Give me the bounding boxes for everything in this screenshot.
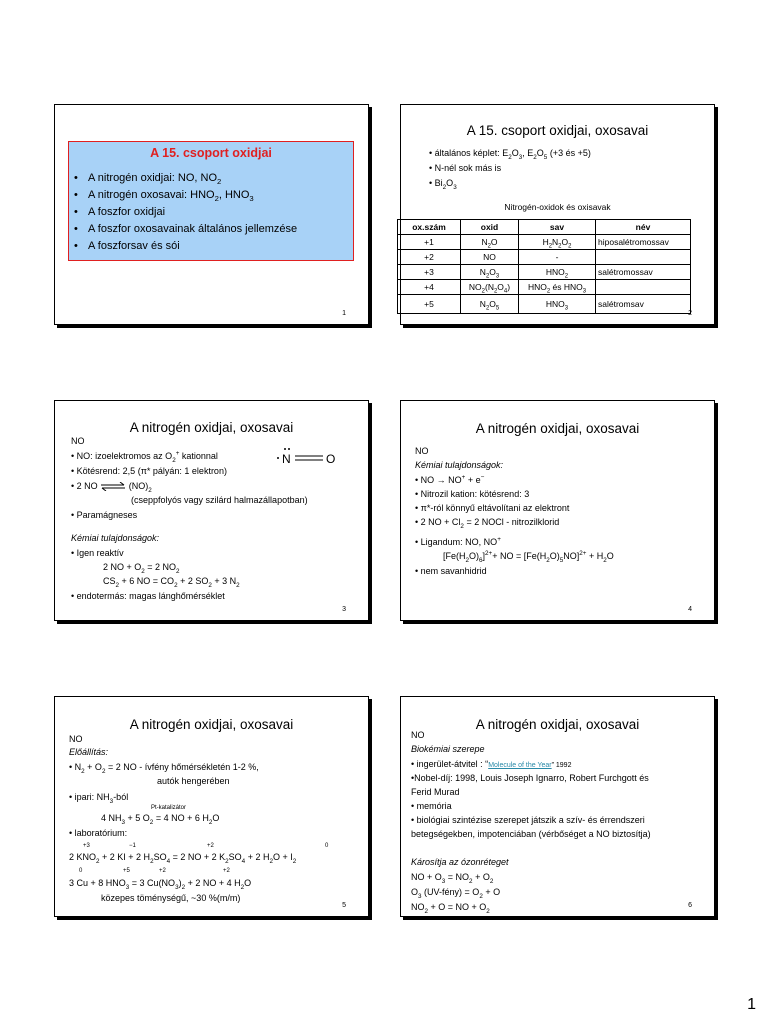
molecule-of-year-link[interactable]: Molecule of the Year (488, 762, 552, 769)
table-row: +5 $N_2O_5$ $HNO_3$ salétromsav (398, 295, 691, 314)
text-line: • biológiai szintézise szerepet játszik a szív- és érrendszeri (411, 815, 645, 825)
page-number: 1 (747, 996, 756, 1013)
slide-4 (400, 400, 715, 621)
text-line: autók hengerében (157, 776, 230, 786)
slide-title: A nitrogén oxidjai, oxosavai (129, 717, 294, 732)
text-line: • π*-ról könnyű eltávolítani az elektront (415, 503, 570, 513)
text-line: • ipari: $NH_3$-ból (69, 792, 129, 805)
section-heading: NO (415, 446, 429, 456)
section-heading: Biokémiai szerepe (411, 744, 485, 754)
equilibrium-arrow-icon (100, 482, 126, 491)
text-line: • $Bi_2O_3$ (429, 178, 457, 191)
slide-title: A nitrogén oxidjai, oxosavai (129, 420, 294, 435)
slide-number: 2 (688, 310, 692, 317)
text-line: • memória (411, 801, 452, 811)
text-line: • endotermás: magas lánghőmérséklet (71, 591, 225, 601)
section-heading: Előállítás: (69, 747, 109, 757)
box-title: A 15. csoport oxidjai (150, 146, 272, 160)
catalyst-label: Pt-katalizátor (151, 805, 187, 811)
bullet-item: • A foszfor oxidjai (74, 206, 166, 218)
text-line: • $N_2 + O_2 = 2$ NO - ívfény hőmérsékletén 1-2 %, (69, 762, 259, 775)
slide-5 (54, 696, 369, 917)
slide-number: 1 (342, 310, 346, 317)
slide-1 (54, 104, 369, 325)
text-line: 4 $NH_3 + 5$ $O_2 = 4$ NO + 6 $H_2O$ (101, 813, 220, 826)
table-row: +4 $NO_2(N_2O_4)$ $HNO_2$ és $HNO_3$ (398, 280, 691, 295)
slide-number: 5 (342, 902, 346, 909)
section-heading: Kémiai tulajdonságok: (415, 460, 504, 470)
slide-3 (54, 400, 369, 621)
slide-6 (400, 696, 715, 917)
table-header: sav (519, 220, 596, 235)
oxidation-number: +3 (83, 843, 90, 849)
slide-title: A nitrogén oxidjai, oxosavai (475, 717, 640, 732)
slide-number: 4 (688, 606, 692, 613)
table-row: +1 $N_2O$ $H_2N_2O_2$ hiposalétromossav (398, 235, 691, 250)
oxidation-number: +2 (207, 843, 214, 849)
table-header: oxid (461, 220, 519, 235)
text-line: Ferid Murad (411, 787, 460, 797)
text-line: 3 Cu + 8 $HNO_3 = 3$ $Cu(NO_3)_2 + 2$ NO + 4 $H_2O$ (69, 878, 252, 891)
text-line: • 2 NO $(NO)_2$ (71, 481, 152, 494)
oxidation-number: 0 (325, 843, 329, 849)
text-line: • Kötésrend: 2,5 (π* pályán: 1 elektron) (71, 466, 227, 476)
table-header: ox.szám (398, 220, 461, 235)
oxygen-atom: O (326, 452, 336, 466)
text-line: • NO: izoelektromos az $O_2^+$ kationnal (71, 450, 218, 464)
oxidation-number: +2 (223, 868, 230, 874)
bullet-item: • A foszforsav és sói (74, 240, 180, 252)
section-heading: NO (411, 730, 425, 740)
text-line: • laboratórium: (69, 828, 128, 838)
text-line: $NO_2 + O$ = NO + $O_2$ (411, 902, 490, 915)
text-line: 2 NO + $O_2 = 2$ $NO_2$ (103, 562, 180, 575)
table-row: +3 $N_2O_3$ $HNO_2$ salétromossav (398, 265, 691, 280)
text-line: • Nitrozil kation: kötésrend: 3 (415, 489, 530, 499)
oxidation-number: +5 (123, 868, 130, 874)
text-line: • Paramágneses (71, 510, 138, 520)
text-line: • NO → NO+ + e− (415, 474, 485, 485)
text-line: betegségekben, impotenciában (vérbőséget a NO biztosítja) (411, 829, 651, 839)
text-line: $[Fe(H_2O)_6]^{2+}+$ NO = $[Fe(H_2O)_5NO]^{2+} + H_2O$ (443, 550, 614, 564)
bullet-item: • A nitrogén oxidjai: NO, $NO_2$ (74, 172, 222, 187)
section-heading: Károsítja az ózonréteget (411, 857, 509, 867)
section-heading: Kémiai tulajdonságok: (71, 533, 160, 543)
text-line: NO + $O_3 = NO_2 + O_2$ (411, 872, 494, 885)
nitrogen-atom: N (282, 452, 291, 466)
text-line: • N-nél sok más is (429, 163, 502, 173)
section-heading: NO (71, 436, 85, 446)
highlight-box (68, 141, 354, 261)
slide-2 (400, 104, 715, 325)
text-line: • Ligandum: NO, NO+ (415, 536, 501, 547)
text-line: közepes töménységű, ~30 %(m/m) (101, 893, 241, 903)
text-line: • 2 NO + $Cl_2 = 2$ NOCl - nitrozilklorid (415, 517, 560, 530)
slide-number: 3 (342, 606, 346, 613)
section-heading: NO (69, 734, 83, 744)
slide-number: 6 (688, 902, 692, 909)
text-line: • ingerület-átvitel : “Molecule of the Year” 1992 (411, 759, 572, 769)
oxidation-number: 0 (79, 868, 83, 874)
text-line: • nem savanhidrid (415, 566, 487, 576)
slide-title: A 15. csoport oxidjai, oxosavai (466, 123, 649, 138)
no-molecule-structure (272, 445, 342, 471)
text-line: • Igen reaktív (71, 548, 124, 558)
text-line: •Nobel-díj: 1998, Louis Joseph Ignarro, Robert Furchgott és (411, 773, 649, 783)
text-line: • általános képlet: $E_2O_3$, $E_2O_5$ (+3 és +5) (429, 148, 591, 161)
bullet-item: • A foszfor oxosavainak általános jellemzése (74, 223, 298, 235)
table-title: Nitrogén-oxidok és oxisavak (504, 202, 611, 212)
table-row: +2 NO - (398, 250, 691, 265)
oxides-table (397, 219, 691, 314)
bullet-item: • A nitrogén oxosavai: $HNO_2$, $HNO_3$ (74, 189, 254, 204)
text-line: (cseppfolyós vagy szilárd halmazállapotban) (131, 495, 308, 505)
oxidation-number: −1 (129, 843, 136, 849)
slide-title: A nitrogén oxidjai, oxosavai (475, 421, 640, 436)
text-line: $O_3$ (UV-fény) = $O_2 + O$ (411, 887, 501, 900)
table-header: név (596, 220, 691, 235)
text-line: $CS_2 + 6$ NO = $CO_2 + 2$ $SO_2 + 3$ $N_2$ (103, 576, 240, 589)
oxidation-number: +2 (159, 868, 166, 874)
text-line: 2 $KNO_2 + 2$ KI + 2 $H_2SO_4 = 2$ NO + 2 $K_2SO_4 + 2$ $H_2O + I_2$ (69, 852, 297, 865)
